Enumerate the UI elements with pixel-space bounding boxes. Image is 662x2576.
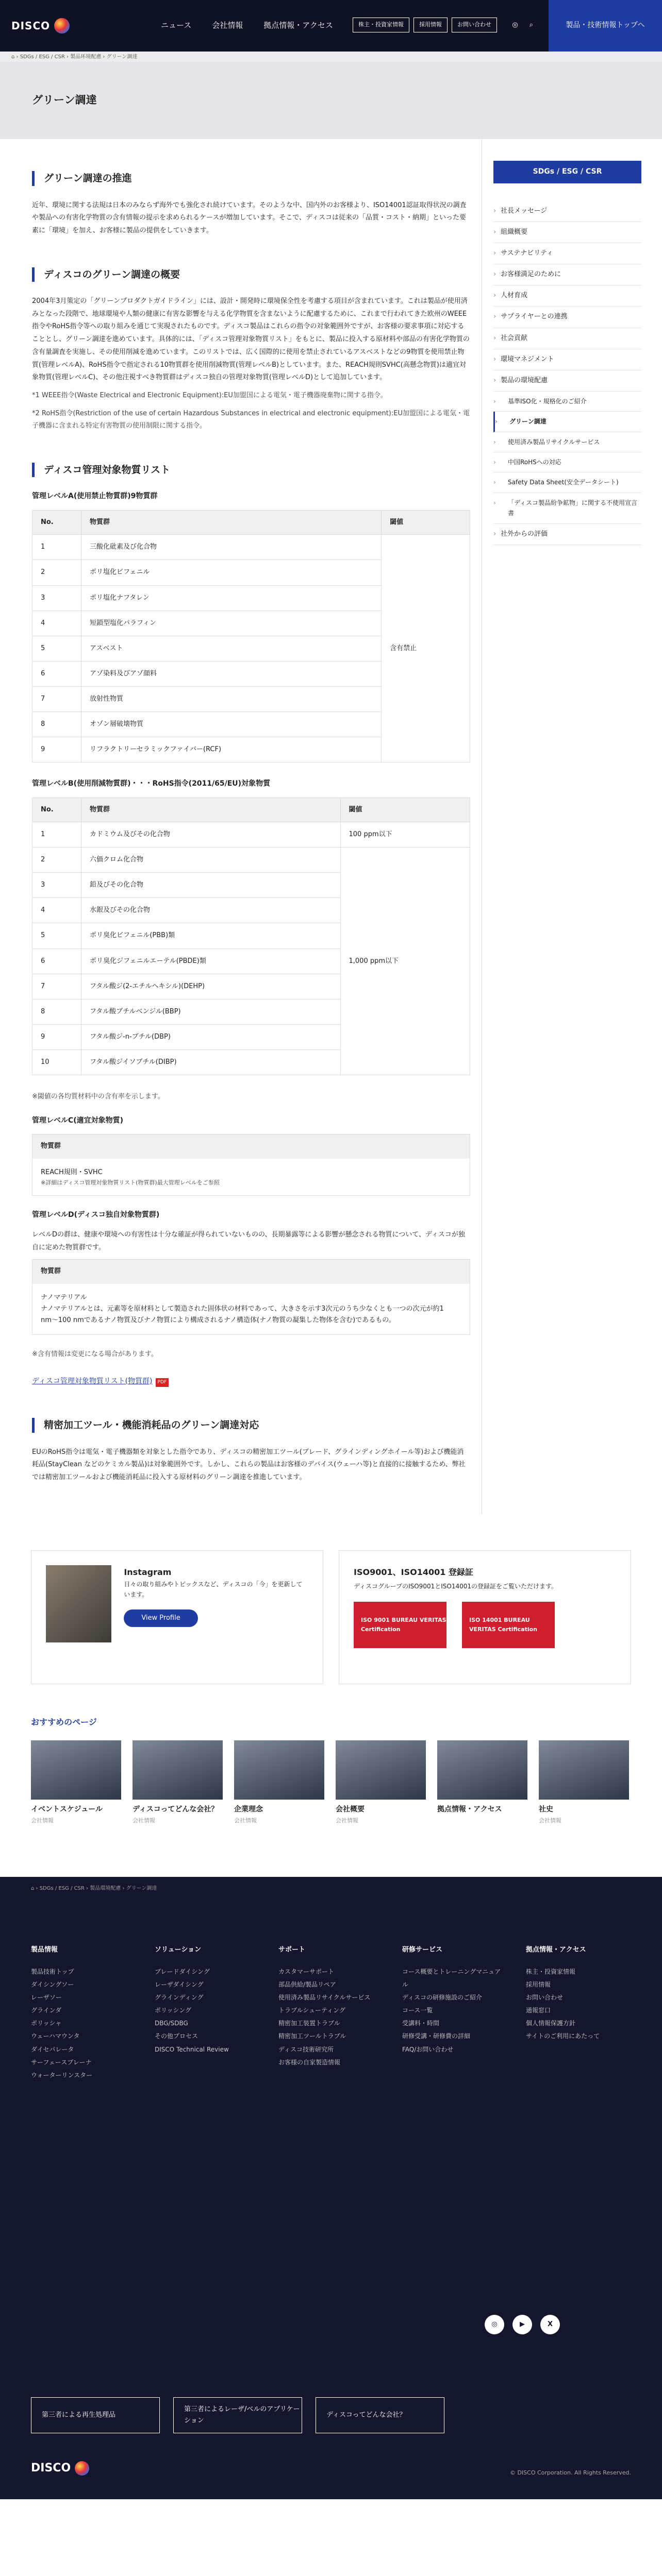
page-title: グリーン調達	[0, 62, 662, 139]
footer-link[interactable]: レーザダイシング	[155, 1980, 204, 1988]
intro-heading: グリーン調達の推進	[32, 171, 470, 186]
footer-link[interactable]: ダイセパレータ	[31, 2045, 74, 2053]
footer-column-heading[interactable]: 製品情報	[31, 1946, 58, 1954]
pdf-icon: PDF	[156, 1378, 169, 1387]
row-number: 10	[32, 1049, 81, 1075]
substance-cell: 六価クロム化合物	[81, 848, 341, 873]
footer-link[interactable]: コース概要とトレーニングマニュアル	[402, 1968, 501, 1988]
consumables-section	[32, 1418, 470, 1484]
consumables-heading: 精密加工ツール・機能消耗品のグリーン調達対応	[32, 1418, 470, 1433]
footer-column	[31, 1944, 134, 2082]
substance-cell: ポリ臭化ジフェニルエーテル(PBDE)類	[81, 948, 341, 974]
instagram-icon[interactable]: ◎	[485, 2315, 504, 2334]
level-b-note: ※閾値の各均質材料中の含有率を示します。	[32, 1093, 164, 1100]
intro-text: 近年、環境に関する法規は日本のみならず海外でも強化され続けています。そのような中、国内外のお客様より、ISO14001認証取得状況の調査や製品への有害化学物質の含有情報の提示を求められるケースが増加しています。そこで、ディスコは従来の「品質・コスト・納期」といった要素に「環境」を加え、お客様に製品の提供をしていきます。	[32, 201, 467, 234]
row-number: 9	[32, 1024, 81, 1049]
substance-cell: アスベスト	[81, 636, 382, 661]
level-d-body: ナノマテリアルとは、元素等を原材料として製造された固体状の材料であって、大きさを示す3次元のうち少なくとも一つの次元が約1 nm〜100 nmであるナノ物質及びナノ物質により構成されるナノ構造体(ナノ物質の凝集した物体を含む)であるもの。	[41, 1304, 444, 1324]
row-number: 1	[32, 535, 81, 560]
substance-cell: ポリ塩化ナフタレン	[81, 585, 382, 611]
note-rohs: *2 RoHS指令(Restriction of the use of certain Hazardous Substances in electrical and electronic equipment):EU加盟国による電気・電子機器に含まれる特定有害物質の使用制限に関する指令。	[32, 409, 470, 430]
sidebar-item[interactable]: › 組織概要	[493, 222, 641, 243]
nav-access[interactable]: 拠点情報・アクセス	[263, 21, 333, 30]
row-number: 7	[32, 974, 81, 999]
logo-orb-icon	[54, 18, 70, 33]
sidebar-item[interactable]: › 社長メッセージ	[493, 201, 641, 222]
footer-link[interactable]: ディスコ技術研究所	[278, 2045, 334, 2053]
substance-cell: カドミウム及びその化合物	[81, 822, 341, 848]
table-row	[32, 535, 470, 560]
substance-cell: 鉛及びその化合物	[81, 873, 341, 898]
iso-card	[339, 1550, 631, 1684]
rec-tile[interactable]: ディスコってどんな会社？ 会社情報	[133, 1740, 223, 1825]
global-header	[0, 0, 662, 52]
col-substance: 物質群	[81, 798, 341, 822]
threshold-cell: 100 ppm以下	[340, 822, 470, 848]
recruit-link[interactable]: 採用情報	[413, 18, 448, 32]
row-number: 1	[32, 822, 81, 848]
substance-list-section	[32, 463, 470, 1388]
row-number: 6	[32, 948, 81, 974]
footer-link[interactable]: トラブルシューティング	[278, 2007, 345, 2014]
consumables-text: EUのRoHS指令は電気・電子機器類を対象とした指令であり、ディスコの精密加工ツール(ブレード、グラインディングホイール等)および機能消耗品(StayClean などのケミカル製品)は対象範囲外です。しかし、これらの製品はお客様のデバイス(ウェーハ等)と直接的に接触するため、弊社では精密加工ツールおよび機能消耗品に投入する原材料のグリーン調達を推進しています。	[32, 1448, 466, 1482]
footer-link[interactable]: その他プロセス	[155, 2032, 198, 2040]
row-number: 8	[32, 999, 81, 1024]
footer-link[interactable]: サイトのご利用にあたって	[526, 2032, 600, 2040]
recommended-pages	[0, 1715, 662, 1877]
footer-link[interactable]: 採用情報	[526, 1980, 551, 1988]
sidebar-item[interactable]: › お客様満足のために	[493, 264, 641, 285]
footer-link[interactable]: 部品供給/製品リペア	[278, 1980, 336, 1988]
footer-link[interactable]: FAQ/お問い合わせ	[402, 2045, 454, 2053]
sidebar	[482, 139, 652, 1514]
substance-cell: 水銀及びその化合物	[81, 898, 341, 923]
footer-button[interactable]: ディスコってどんな会社？	[316, 2397, 444, 2433]
footer	[0, 1877, 662, 2499]
view-profile-button[interactable]: View Profile	[124, 1609, 197, 1627]
footer-link[interactable]: 通報窓口	[526, 2007, 551, 2014]
substance-cell: リフラクトリーセラミックファイバー(RCF)	[81, 737, 382, 762]
contact-link[interactable]: お問い合わせ	[452, 18, 497, 32]
substance-cell: ポリ塩化ビフェニル	[81, 560, 382, 585]
iso-text: ディスコグループのISO9001とISO14001の登録証をご覧いただけます。	[354, 1582, 558, 1590]
col-substance: 物質群	[81, 511, 382, 535]
substance-cell: フタル酸ジ(2-エチルヘキシル)(DEHP)	[81, 974, 341, 999]
level-d-note: ※含有情報は変更になる場合があります。	[32, 1350, 158, 1358]
sdgs-button[interactable]: SDGs / ESG / CSR	[493, 161, 641, 183]
level-d-box	[32, 1259, 470, 1334]
globe-icon[interactable]: ◎	[512, 21, 518, 29]
footer-column	[155, 1944, 258, 2082]
overview-section	[32, 267, 470, 433]
footer-link[interactable]: 株主・投資家情報	[526, 1968, 576, 1975]
level-b-table	[32, 798, 470, 1075]
footer-link[interactable]: カスタマーサポート	[278, 1968, 335, 1975]
ir-link[interactable]: 株主・投資家情報	[353, 18, 409, 32]
substance-cell: フタル酸ジイソブチル(DIBP)	[81, 1049, 341, 1075]
main-content	[32, 139, 470, 1514]
col-threshold: 閾値	[382, 511, 470, 535]
footer-link[interactable]: 研修受講・研修費の詳細	[402, 2032, 471, 2040]
footer-link[interactable]: 個人情報保護方針	[526, 2020, 576, 2027]
footer-link[interactable]: ウォーターリンスター	[31, 2072, 93, 2079]
footer-logo[interactable]: DISCO	[31, 2459, 89, 2478]
disco-logo[interactable]: DISCO	[11, 17, 151, 35]
footer-column	[526, 1944, 629, 2082]
level-d-title: 管理レベルD(ディスコ独自対象物質群)	[32, 1211, 160, 1219]
footer-link[interactable]: コース一覧	[402, 2007, 433, 2014]
iso14001-certificate[interactable]: ISO 14001 BUREAU VERITAS Certification	[462, 1602, 555, 1648]
sidebar-item[interactable]: › 人材育成	[493, 285, 641, 307]
footer-link[interactable]: ディスコの研修施設のご紹介	[402, 1993, 483, 2001]
row-number: 4	[32, 898, 81, 923]
table-row	[32, 822, 470, 848]
instagram-thumbnail	[46, 1565, 111, 1642]
overview-text: 2004年3月策定の「グリーンプロダクトガイドライン」には、設計・開発時に環境保全性を考慮する項目が含まれています。これは製品が使用済みとなった段階で、地球環境や人類の健康に有害な影響を与える化学物質を含まないように配慮するために、これまで行われてきた欧州のWEEE指令やRoHS指令等への取り組みを通じて実現されたものです。ディスコ製品はこれらの指令の対象範囲外ですが、お客様の要求事項に対応することとし、グリーン調達を進めています。具体的には、「ディスコ管理対象物質リスト」をもとに、製品に投入する原材料や部品の有害化学物質の含有量調査を実施し、その使用削減を進めています。このリストでは、広く国際的に使用を禁止されているアスベストなどの9物質を使用禁止物質(管理レベルA)、RoHS指令で指定される10物質群を使用削減物質(管理レベルB)としています。また、REACH規則SVHC(高懸念物質)は適宜対象物質(管理レベルC)、その他注視すべき物質群はディスコ独自の管理対象物質(管理レベルD)として追加しています。	[32, 297, 470, 382]
level-c-head: 物質群	[32, 1134, 470, 1158]
row-number: 3	[32, 873, 81, 898]
threshold-cell: 1,000 ppm以下	[340, 848, 470, 1075]
rec-tile[interactable]: 企業理念 会社情報	[234, 1740, 324, 1825]
sidebar-item[interactable]: › 社会貢献	[493, 328, 641, 349]
row-number: 2	[32, 848, 81, 873]
row-number: 2	[32, 560, 81, 585]
level-d-text: レベルDの群は、健康や環境への有害性は十分な確証が得られていないものの、長期暴露等による影響が懸念される物質について、ディスコが独自に定めた物質群です。	[32, 1231, 465, 1251]
substance-cell: フタル酸ジ-n-ブチル(DBP)	[81, 1024, 341, 1049]
footer-link[interactable]: DISCO Technical Review	[155, 2045, 229, 2053]
footer-link[interactable]: ブレードダイシング	[155, 1968, 210, 1975]
row-number: 7	[32, 686, 81, 711]
search-icon[interactable]: ⌕	[529, 21, 533, 29]
logo-orb-icon	[75, 2461, 89, 2476]
footer-column-heading[interactable]: 研修サービス	[402, 1946, 443, 1954]
footer-breadcrumb: ⌂ › SDGs / ESG / CSR › 製品環境配慮 › グリーン調達	[31, 1886, 157, 1892]
rec-tile[interactable]: 拠点情報・アクセス	[437, 1740, 527, 1825]
row-number: 9	[32, 737, 81, 762]
sidebar-item[interactable]: › 製品の環境配慮	[493, 370, 641, 392]
sidebar-subitem[interactable]: › 中国RoHSへの対応	[493, 452, 641, 472]
footer-link[interactable]: ポリッシャ	[31, 2020, 62, 2027]
footer-link[interactable]: ウェーハマウンタ	[31, 2032, 80, 2040]
rec-tile[interactable]: 社史 会社情報	[539, 1740, 629, 1825]
footer-column-heading[interactable]: 拠点情報・アクセス	[526, 1946, 586, 1954]
footer-link[interactable]: ダイシングソー	[31, 1980, 74, 1988]
footer-column-heading[interactable]: ソリューション	[155, 1946, 202, 1954]
footer-link[interactable]: 精密加工装置トラブル	[278, 2020, 340, 2027]
substance-cell: アゾ染料及びアゾ顔料	[81, 661, 382, 686]
substance-cell: オゾン層破壊物質	[81, 711, 382, 737]
footer-link[interactable]: DBG/SDBG	[155, 2020, 188, 2027]
footer-link[interactable]: レーザソー	[31, 1993, 62, 2001]
copyright: © DISCO Corporation. All Rights Reserved.	[509, 2469, 631, 2476]
instagram-title: Instagram	[124, 1567, 172, 1577]
instagram-text: 日々の取り組みやトピックスなど、ディスコの「今」を更新しています。	[124, 1580, 303, 1599]
level-b-title: 管理レベルB(使用削減物質群)・・・RoHS指令(2011/65/EU)対象物質	[32, 779, 271, 788]
sidebar-subitem-current[interactable]: › グリーン調達	[493, 412, 641, 432]
breadcrumb: ⌂ › SDGs / ESG / CSR › 製品环境配慮 › グリーン調達	[0, 52, 662, 62]
substance-list-pdf-link[interactable]: ディスコ管理対象物質リスト(物質群)	[32, 1377, 153, 1385]
footer-column	[402, 1944, 505, 2082]
footer-column	[278, 1944, 382, 2082]
row-number: 3	[32, 585, 81, 611]
level-c-box	[32, 1134, 470, 1196]
footer-button[interactable]: 第三者による再生処理品	[31, 2397, 160, 2433]
footer-link[interactable]: 使用済み製品リサイクルサービス	[278, 1993, 371, 2001]
footer-link[interactable]: お客様の自家製造情報	[278, 2058, 341, 2066]
substance-cell: ポリ臭化ビフェニル(PBB)類	[81, 923, 341, 948]
iso-title: ISO9001、ISO14001 登録証	[354, 1567, 473, 1577]
sidebar-subitem[interactable]: › 使用済み製品リサイクルサービス	[493, 432, 641, 452]
row-number: 4	[32, 611, 81, 636]
product-top-button[interactable]: 製品・技術情報トップへ	[549, 0, 662, 52]
row-number: 5	[32, 923, 81, 948]
substance-cell: 放射性物質	[81, 686, 382, 711]
col-no: No.	[32, 798, 81, 822]
row-number: 8	[32, 711, 81, 737]
note-weee: *1 WEEE指令(Waste Electrical and Electronic Equipment):EU加盟国による電気・電子機器廃棄物に関する指令。	[32, 391, 387, 399]
level-d-item: ナノマテリアル	[41, 1293, 87, 1301]
sidebar-menu	[493, 201, 641, 545]
footer-link[interactable]: グラインディング	[155, 1993, 204, 2001]
sidebar-subitem[interactable]: › Safety Data Sheet(安全データシート)	[493, 472, 641, 493]
col-threshold: 閾値	[340, 798, 470, 822]
threshold-cell: 含有禁止	[382, 535, 470, 762]
level-c-title: 管理レベルC(適宜対象物質)	[32, 1116, 124, 1125]
intro-section	[32, 171, 470, 238]
footer-link[interactable]: サーフェースプレーナ	[31, 2058, 92, 2066]
sidebar-subitem[interactable]: › 基準ISO化・規格化のご紹介	[493, 392, 641, 412]
iso9001-certificate[interactable]: ISO 9001 BUREAU VERITAS Certification	[354, 1602, 446, 1648]
footer-link[interactable]: グラインダ	[31, 2007, 62, 2014]
footer-column-heading[interactable]: サポート	[278, 1946, 306, 1954]
sidebar-subitem[interactable]: › 「ディスコ製品紛争鉱物」に関する不使用宣言書	[493, 493, 641, 524]
substance-cell: フタル酸ブチルベンジル(BBP)	[81, 999, 341, 1024]
nav-news[interactable]: ニュース	[161, 21, 192, 30]
footer-link[interactable]: ポリッシング	[155, 2007, 191, 2014]
level-c-body: REACH規則・SVHC	[41, 1168, 103, 1176]
nav-company[interactable]: 会社情報	[212, 21, 243, 30]
row-number: 6	[32, 661, 81, 686]
rec-tile[interactable]: 会社概要 会社情報	[336, 1740, 426, 1825]
utility-links	[353, 18, 497, 32]
overview-heading: ディスコのグリーン調達の概要	[32, 267, 470, 282]
recommended-title: おすすめのページ	[31, 1717, 97, 1727]
footer-link[interactable]: 精密加工ツールトラブル	[278, 2032, 346, 2040]
list-heading: ディスコ管理対象物質リスト	[32, 463, 470, 478]
level-c-note: ※詳細はディスコ管理対象物質リスト(物質群)最大管理レベルをご参照	[41, 1179, 220, 1186]
sidebar-item[interactable]: › サプライヤーとの連携	[493, 307, 641, 328]
level-a-table	[32, 510, 470, 762]
level-d-head: 物質群	[32, 1260, 470, 1283]
instagram-card	[31, 1550, 323, 1684]
footer-link[interactable]: 製品技術トップ	[31, 1968, 74, 1975]
row-number: 5	[32, 636, 81, 661]
sidebar-item[interactable]: › サステナビリティ	[493, 243, 641, 264]
table-row	[32, 848, 470, 873]
substance-cell: 短鎖型塩化パラフィン	[81, 611, 382, 636]
col-no: No.	[32, 511, 81, 535]
youtube-icon[interactable]: ▶	[512, 2315, 532, 2334]
footer-link[interactable]: お問い合わせ	[526, 1993, 564, 2001]
rec-tile[interactable]: イベントスケジュール 会社情報	[31, 1740, 121, 1825]
substance-cell: 三酸化砒素及び化合物	[81, 535, 382, 560]
global-nav	[161, 19, 333, 32]
level-a-title: 管理レベルA(使用禁止物質群)9物質群	[32, 492, 158, 501]
sidebar-item[interactable]: › 環境マネジメント	[493, 349, 641, 370]
footer-link[interactable]: 受講料・時間	[402, 2020, 440, 2027]
sidebar-item[interactable]: › 社外からの評価	[493, 524, 641, 545]
x-icon[interactable]: X	[540, 2315, 560, 2334]
footer-button[interactable]: 第三者によるレーザ/ベルのアプリケーション	[173, 2397, 302, 2433]
